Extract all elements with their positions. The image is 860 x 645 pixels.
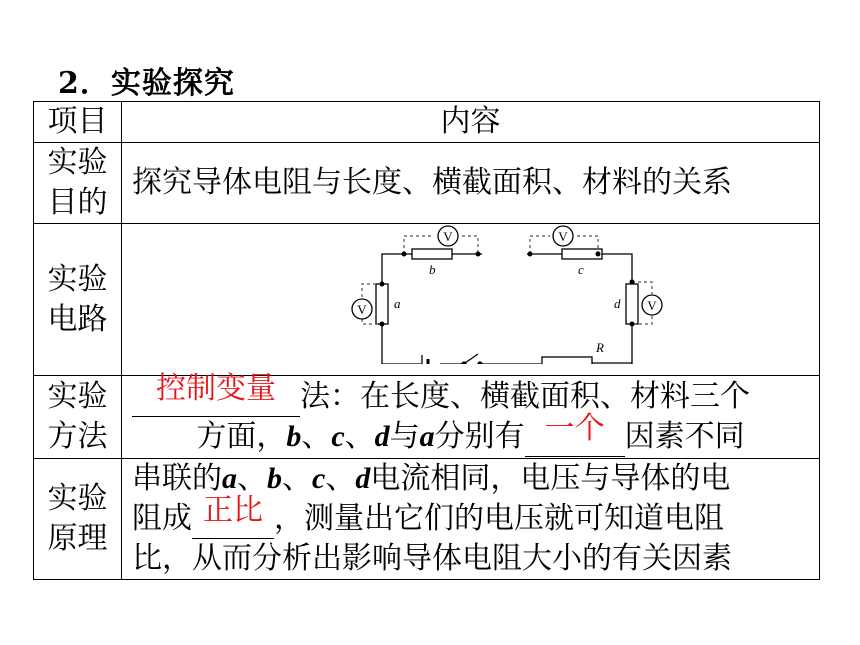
principle-blank: 正比: [192, 502, 274, 539]
label-d: d: [614, 296, 621, 311]
resistor-a: [376, 284, 388, 324]
header-content: 内容: [122, 102, 820, 143]
method-label: 实验方法: [34, 376, 122, 459]
aim-label: 实验目的: [34, 143, 122, 224]
label-a: a: [394, 296, 401, 311]
aim-text: 探究导体电阻与长度、横截面积、材料的关系: [122, 143, 820, 224]
section-heading: 2．实验探究: [58, 66, 235, 101]
circuit-cell: [122, 224, 820, 376]
label-b: b: [429, 262, 436, 277]
resistor-b: [412, 249, 452, 259]
label-c: c: [578, 262, 584, 277]
principle-label: 实验原理: [34, 459, 122, 580]
principle-text: 串联的a、b、c、d电流相同，电压与导体的电 阻成 正比 ，测量出它们的电压就可知道电阻 比，从而分析出影响导体电阻大小的有关因素: [122, 459, 820, 580]
header-item: 项目: [34, 102, 122, 143]
method-blank-2: 一个: [525, 420, 625, 457]
row-principle: [34, 459, 820, 580]
voltmeter-label: V: [357, 302, 367, 317]
voltmeter-label: V: [558, 229, 568, 244]
row-method: [34, 376, 820, 459]
circuit-diagram: [122, 224, 821, 364]
method-blank-1: 控制变量: [132, 380, 300, 417]
row-aim: [34, 143, 820, 224]
circuit-label: 实验电路: [34, 224, 122, 376]
voltmeter-label: V: [443, 229, 453, 244]
rheostat-r: [542, 357, 592, 364]
resistor-d: [626, 284, 638, 324]
voltmeter-label: V: [647, 298, 657, 313]
experiment-table: [33, 101, 820, 580]
label-R: R: [596, 340, 604, 355]
row-circuit: [34, 224, 820, 376]
header-row: [34, 102, 820, 143]
method-text: 控制变量 法：在长度、横截面积、材料三个 方面，b、c、d与a分别有 一个 因素不同: [122, 376, 820, 459]
